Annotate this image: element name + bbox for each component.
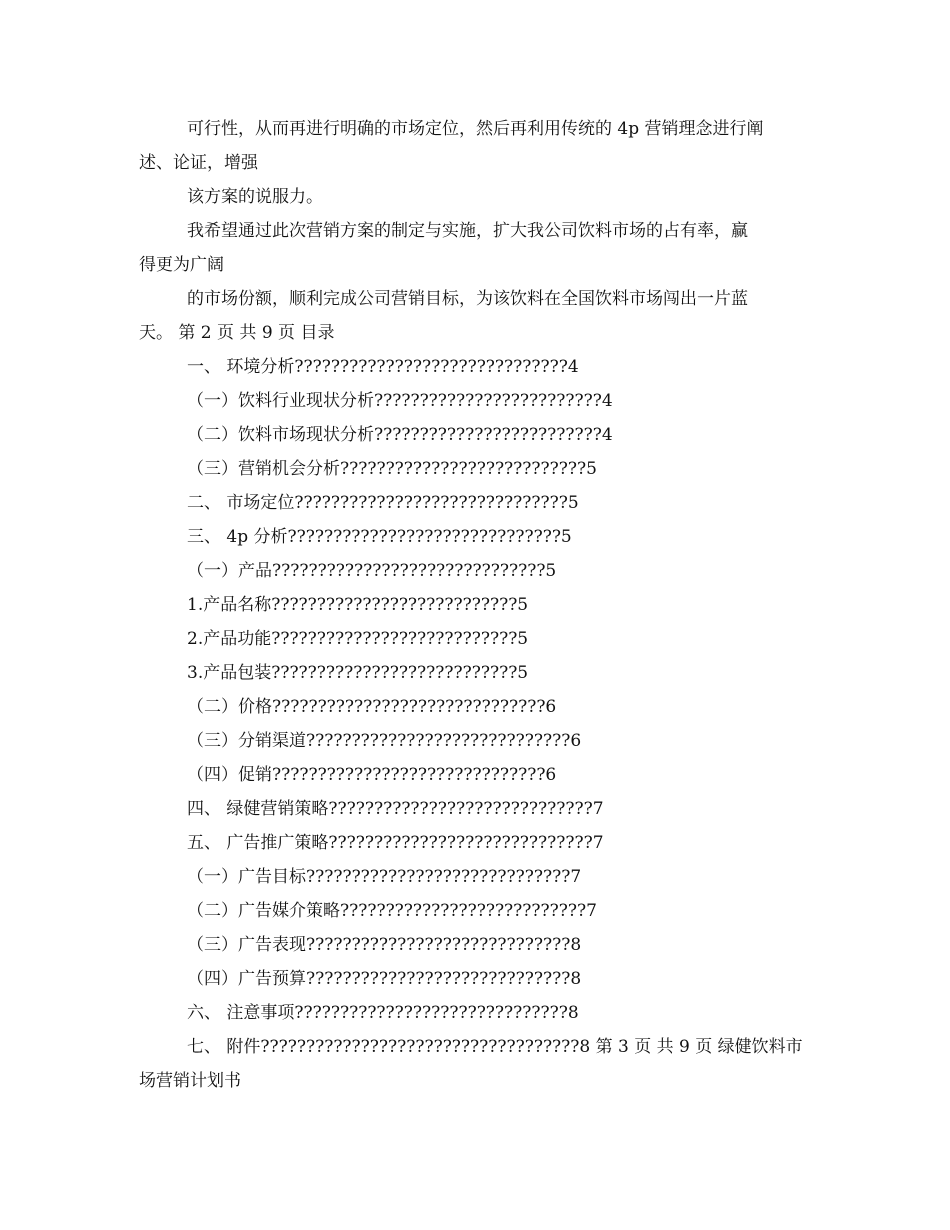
toc-entry: 四、 绿健营销策略?????????????????????????????7 [187,799,604,819]
toc-entry: （二）广告媒介策略???????????????????????????7 [187,901,597,921]
toc-entry: 二、 市场定位??????????????????????????????5 [187,493,579,513]
toc-entry: 一、 环境分析??????????????????????????????4 [187,357,579,377]
toc-entry: （一）饮料行业现状分析?????????????????????????4 [187,391,613,411]
body-text-line: 场营销计划书 [139,1071,241,1091]
toc-entry: （三）分销渠道?????????????????????????????6 [187,731,582,751]
toc-entry: （三）营销机会分析???????????????????????????5 [187,459,597,479]
body-text-line: 述、论证，增强 [139,153,258,173]
toc-entry: （二）饮料市场现状分析?????????????????????????4 [187,425,613,445]
toc-entry: 3.产品包装???????????????????????????5 [187,663,529,683]
toc-entry: （四）促销??????????????????????????????6 [187,765,557,785]
toc-entry: （一）产品??????????????????????????????5 [187,561,557,581]
body-text-line: 该方案的说服力。 [187,187,323,207]
toc-entry: 六、 注意事项??????????????????????????????8 [187,1003,579,1023]
body-text-line: 得更为广阔 [139,255,224,275]
toc-entry: （二）价格??????????????????????????????6 [187,697,557,717]
body-text-line: 天。 第 2 页 共 9 页 目录 [139,323,335,343]
toc-entry: 七、 附件???????????????????????????????????8 第 3 页 共 9 页 绿健饮料市 [187,1037,803,1057]
body-text-line: 的市场份额，顺利完成公司营销目标，为该饮料在全国饮料市场闯出一片蓝 [187,289,748,309]
toc-entry: 五、 广告推广策略?????????????????????????????7 [187,833,604,853]
toc-entry: （四）广告预算?????????????????????????????8 [187,969,582,989]
toc-entry: 1.产品名称???????????????????????????5 [187,595,529,615]
toc-entry: （三）广告表现?????????????????????????????8 [187,935,582,955]
body-text-line: 可行性，从而再进行明确的市场定位，然后再利用传统的 4p 营销理念进行阐 [187,119,764,139]
toc-entry: 三、 4p 分析??????????????????????????????5 [187,527,572,547]
body-text-line: 我希望通过此次营销方案的制定与实施，扩大我公司饮料市场的占有率，赢 [187,221,748,241]
toc-entry: （一）广告目标?????????????????????????????7 [187,867,582,887]
toc-entry: 2.产品功能???????????????????????????5 [187,629,529,649]
